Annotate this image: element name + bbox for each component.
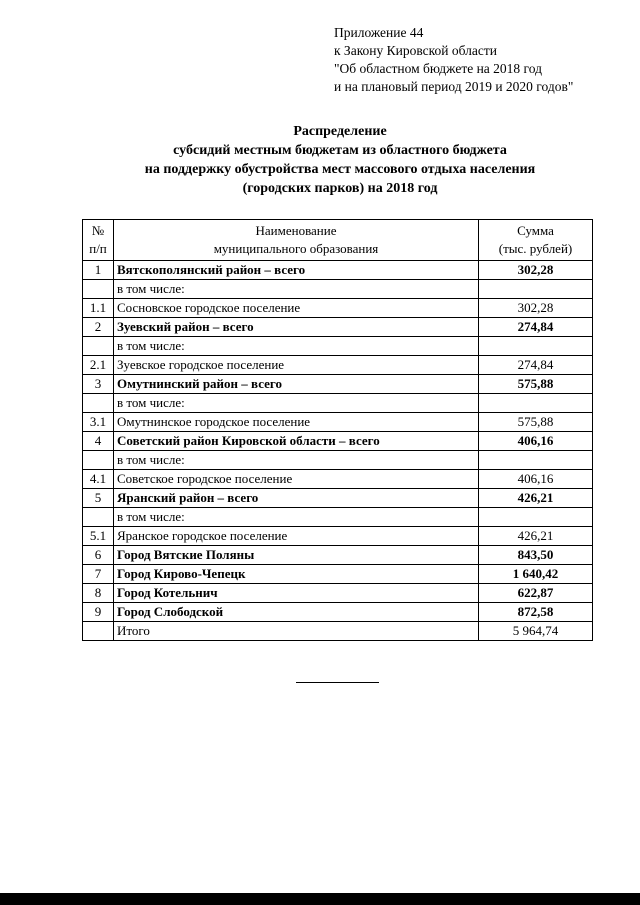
row-name: в том числе: — [114, 508, 479, 527]
row-number: 4.1 — [83, 470, 114, 489]
document-title — [80, 122, 600, 198]
row-sum: 426,21 — [479, 489, 593, 508]
table-row — [83, 413, 593, 432]
annex-reference — [334, 24, 573, 96]
row-number: 3 — [83, 375, 114, 394]
header-number-line: № — [91, 223, 105, 238]
header-number-line: п/п — [89, 241, 107, 256]
row-number: 5.1 — [83, 527, 114, 546]
row-sum — [479, 451, 593, 470]
row-sum: 872,58 — [479, 603, 593, 622]
table-row — [83, 527, 593, 546]
header-sum-line: Сумма — [517, 223, 554, 238]
table-row — [83, 299, 593, 318]
header-sum — [479, 220, 593, 261]
row-number: 4 — [83, 432, 114, 451]
row-sum: 274,84 — [479, 318, 593, 337]
table-row — [83, 622, 593, 641]
row-name: Яранский район – всего — [114, 489, 479, 508]
table-row — [83, 432, 593, 451]
scan-edge-bar — [0, 893, 640, 905]
row-name: Город Слободской — [114, 603, 479, 622]
row-name: Сосновское городское поселение — [114, 299, 479, 318]
row-sum — [479, 337, 593, 356]
row-sum: 575,88 — [479, 413, 593, 432]
table-row — [83, 356, 593, 375]
row-sum: 1 640,42 — [479, 565, 593, 584]
table-row — [83, 489, 593, 508]
closing-rule — [296, 682, 379, 683]
row-sum: 575,88 — [479, 375, 593, 394]
table-body — [83, 261, 593, 641]
row-number: 8 — [83, 584, 114, 603]
row-sum: 406,16 — [479, 470, 593, 489]
row-number: 7 — [83, 565, 114, 584]
row-number — [83, 451, 114, 470]
row-name: в том числе: — [114, 451, 479, 470]
row-name: Вятскополянский район – всего — [114, 261, 479, 280]
row-number: 5 — [83, 489, 114, 508]
row-number — [83, 394, 114, 413]
row-sum: 406,16 — [479, 432, 593, 451]
row-sum — [479, 394, 593, 413]
row-name: в том числе: — [114, 280, 479, 299]
annex-line: к Закону Кировской области — [334, 43, 498, 58]
row-number — [83, 622, 114, 641]
row-name: Яранское городское поселение — [114, 527, 479, 546]
row-name: Омутнинское городское поселение — [114, 413, 479, 432]
row-name: в том числе: — [114, 394, 479, 413]
row-number: 1.1 — [83, 299, 114, 318]
header-name-line: муниципального образования — [213, 241, 379, 256]
header-name — [114, 220, 479, 261]
row-name: Город Кирово-Чепецк — [114, 565, 479, 584]
row-name: Город Вятские Поляны — [114, 546, 479, 565]
row-name: Зуевский район – всего — [114, 318, 479, 337]
table-row — [83, 603, 593, 622]
row-number: 3.1 — [83, 413, 114, 432]
row-name: Город Котельнич — [114, 584, 479, 603]
table-row — [83, 280, 593, 299]
row-sum: 622,87 — [479, 584, 593, 603]
table-row — [83, 508, 593, 527]
header-sum-line: (тыс. рублей) — [498, 241, 573, 256]
row-name: Омутнинский район – всего — [114, 375, 479, 394]
row-sum: 426,21 — [479, 527, 593, 546]
title-line: на поддержку обустройства мест массового отдыха населения — [144, 162, 536, 177]
row-number: 2.1 — [83, 356, 114, 375]
row-sum: 302,28 — [479, 261, 593, 280]
title-line: (городских парков) на 2018 год — [242, 181, 438, 196]
row-number — [83, 508, 114, 527]
row-name: Зуевское городское поселение — [114, 356, 479, 375]
annex-line: Приложение 44 — [334, 25, 424, 40]
row-name: Советское городское поселение — [114, 470, 479, 489]
row-name: Советский район Кировской области – всего — [114, 432, 479, 451]
row-number: 2 — [83, 318, 114, 337]
row-sum: 302,28 — [479, 299, 593, 318]
row-sum: 5 964,74 — [479, 622, 593, 641]
table-row — [83, 470, 593, 489]
header-name-line: Наименование — [255, 223, 337, 238]
header-number — [83, 220, 114, 261]
title-line: субсидий местным бюджетам из областного бюджета — [173, 143, 507, 158]
row-sum — [479, 280, 593, 299]
table-row — [83, 565, 593, 584]
row-number — [83, 337, 114, 356]
table-row — [83, 261, 593, 280]
table-row — [83, 546, 593, 565]
annex-line: и на плановый период 2019 и 2020 годов" — [334, 79, 574, 94]
row-name: в том числе: — [114, 337, 479, 356]
table-row — [83, 318, 593, 337]
row-number: 1 — [83, 261, 114, 280]
row-number: 6 — [83, 546, 114, 565]
table-row — [83, 584, 593, 603]
table-row — [83, 451, 593, 470]
table-header-row — [83, 220, 593, 261]
row-number: 9 — [83, 603, 114, 622]
table-row — [83, 394, 593, 413]
row-number — [83, 280, 114, 299]
row-name: Итого — [114, 622, 479, 641]
title-line: Распределение — [293, 124, 387, 139]
row-sum — [479, 508, 593, 527]
row-sum: 274,84 — [479, 356, 593, 375]
row-sum: 843,50 — [479, 546, 593, 565]
table-row — [83, 337, 593, 356]
table-row — [83, 375, 593, 394]
distribution-table — [82, 219, 593, 641]
annex-line: "Об областном бюджете на 2018 год — [334, 61, 542, 76]
